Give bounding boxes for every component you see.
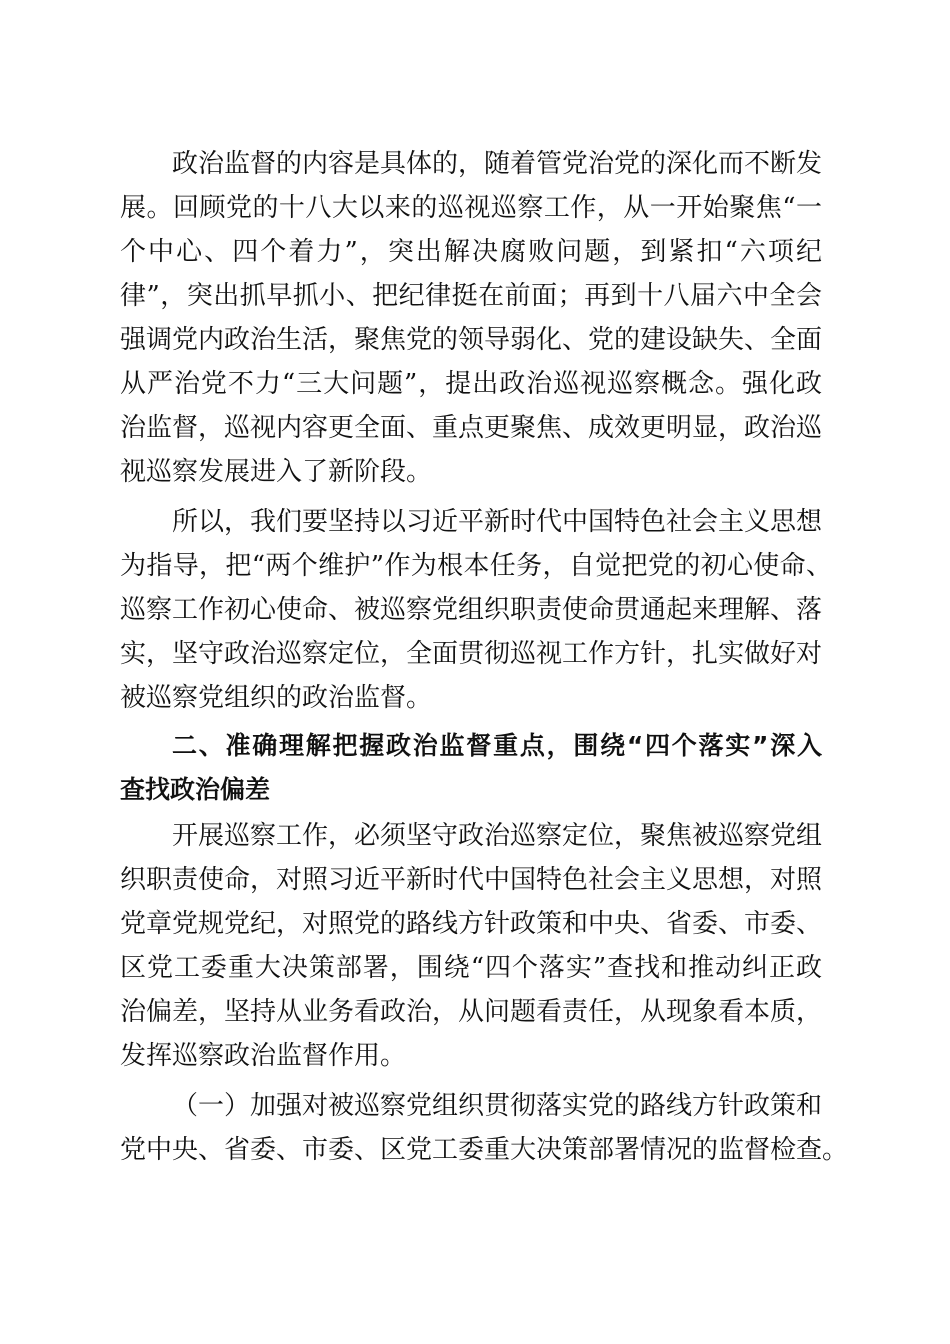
paragraph-3-line-3: 党章党规党纪，对照党的路线方针政策和中央、省委、市委、: [120, 909, 823, 939]
paragraph-1-line-6: 从严治党不力“三大问题”，提出政治巡视巡察概念。强化政: [120, 369, 822, 399]
section-heading-line-1: 二、准确理解把握政治监督重点，围绕“四个落实”深入: [172, 731, 822, 760]
paragraph-1-line-4: 律”，突出抓早抓小、把纪律挺在前面；再到十八届六中全会: [120, 281, 822, 311]
paragraph-2-line-4: 实，坚守政治巡察定位，全面贯彻巡视工作方针，扎实做好对: [120, 639, 823, 669]
section-heading-line-2: 查找政治偏差: [120, 775, 271, 804]
paragraph-2-line-3: 巡察工作初心使命、被巡察党组织职责使命贯通起来理解、落: [120, 595, 823, 625]
paragraph-1-line-7: 治监督，巡视内容更全面、重点更聚焦、成效更明显，政治巡: [120, 413, 823, 443]
paragraph-1-line-1: 政治监督的内容是具体的，随着管党治党的深化而不断发: [172, 149, 823, 179]
paragraph-1-line-5: 强调党内政治生活，聚焦党的领导弱化、党的建设缺失、全面: [120, 325, 823, 355]
paragraph-3-line-5: 治偏差，坚持从业务看政治，从问题看责任，从现象看本质，: [120, 997, 823, 1027]
paragraph-2-line-5: 被巡察党组织的政治监督。: [120, 683, 433, 713]
paragraph-3-line-1: 开展巡察工作，必须坚守政治巡察定位，聚焦被巡察党组: [172, 821, 823, 851]
paragraph-2-line-2: 为指导，把“两个维护”作为根本任务，自觉把党的初心使命、: [120, 551, 832, 581]
paragraph-3-line-6: 发挥巡察政治监督作用。: [120, 1041, 407, 1071]
subheading-line-2: 党中央、省委、市委、区党工委重大决策部署情况的监督检查。: [120, 1135, 849, 1165]
paragraph-1-line-8: 视巡察发展进入了新阶段。: [120, 457, 433, 487]
subheading-line-1: （一）加强对被巡察党组织贯彻落实党的路线方针政策和: [172, 1091, 823, 1121]
paragraph-3-line-2: 织职责使命，对照习近平新时代中国特色社会主义思想，对照: [120, 865, 823, 895]
paragraph-2-line-1: 所以，我们要坚持以习近平新时代中国特色社会主义思想: [172, 507, 823, 537]
paragraph-1-line-2: 展。回顾党的十八大以来的巡视巡察工作，从一开始聚焦“一: [120, 193, 822, 223]
paragraph-3-line-4: 区党工委重大决策部署，围绕“四个落实”查找和推动纠正政: [120, 953, 822, 983]
paragraph-1-line-3: 个中心、四个着力”，突出解决腐败问题，到紧扣“六项纪: [120, 237, 822, 267]
